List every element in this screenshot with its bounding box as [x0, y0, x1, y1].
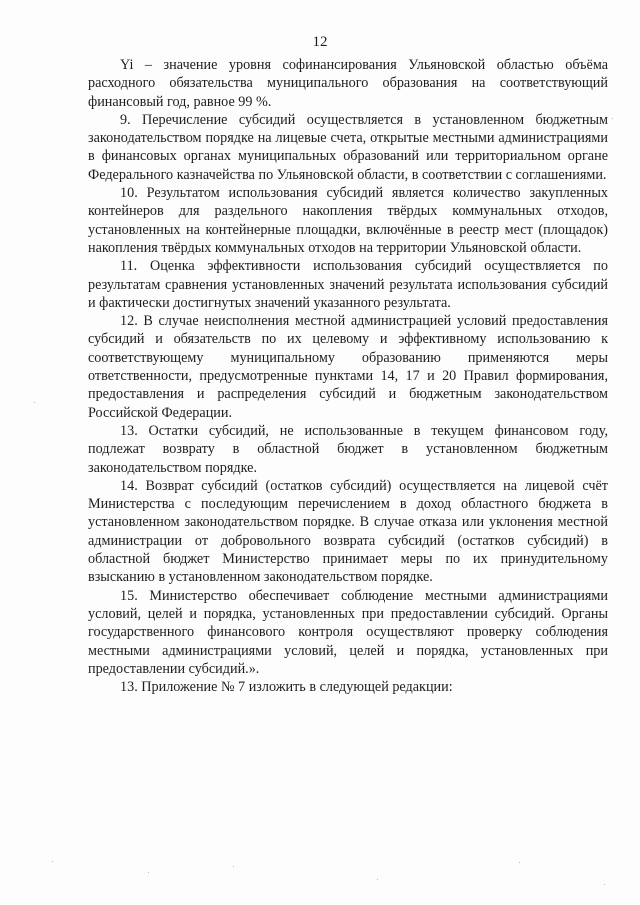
- scan-speck: [233, 866, 234, 867]
- paragraph-13: 13. Остатки субсидий, не использованные в текущем финансовом году, подлежат возврату в областной бюджет в установленном бюджетным законодательством порядке.: [88, 422, 608, 476]
- scan-speck: [34, 402, 35, 403]
- paragraph-11: 11. Оценка эффективности использования субсидий осуществляется по результатам сравнения установленных значений результата использования субсидий и фактически достигнутых значений указанного результата.: [88, 258, 608, 311]
- scan-speck: [612, 118, 613, 119]
- scan-speck: [377, 879, 378, 880]
- scan-speck: [519, 862, 520, 863]
- paragraph-12: 12. В случае неисполнения местной администрацией условий предоставления субсидий и обязательств по их целевому и эффективному использованию к соответствующему муниципальному образованию применяются меры ответственности, предусмотренные пунктами 14, 17 и 20 Правил формирования, предоставления и распределения субсидий и бюджетным законодательством Российской Федерации.: [88, 313, 608, 421]
- paragraph-10: 10. Результатом использования субсидий является количество закупленных контейнеров для раздельного накопления твёрдых коммунальных отходов, установленных на контейнерные площадки, включённые в реестр мест (площадок) накопления твёрдых коммунальных отходов на территории Ульяновской области.: [88, 185, 608, 256]
- scan-speck: [52, 861, 53, 862]
- document-body: [88, 56, 608, 696]
- page-number: 12: [312, 34, 328, 50]
- paragraph-yi-definition: Yi – значение уровня софинансирования Ульяновской областью объёма расходного обязательства муниципального образования на соответствующий финансовый год, равное 99 %.: [88, 57, 608, 110]
- paragraph-9: 9. Перечисление субсидий осуществляется в установленном бюджетным законодательством порядке на лицевые счета, открытые местными администрациями в финансовых органах муниципальных образований или территориальном органе Федерального казначейства по Ульяновской области, в соответствии с соглашениями.: [88, 111, 608, 183]
- paragraph-14: 14. Возврат субсидий (остатков субсидий) осуществляется на лицевой счёт Министерства с последующим перечислением в доход областного бюджета в установленном законодательством порядке. В случае отказа или уклонения местной администрации от добровольного возврата субсидий (остатков субсидий) в областной бюджет Министерство принимает меры по их принудительному взысканию в установленном законодательством порядке.: [88, 477, 608, 586]
- scan-speck: [604, 884, 605, 885]
- scan-speck: [148, 872, 149, 873]
- paragraph-15: 15. Министерство обеспечивает соблюдение местными администрациями условий, целей и порядка, установленных при предоставлении субсидий. Органы государственного финансового контроля осуществляют проверку соблюдения местными администрациями условий, целей и порядка, установленных при предоставлении субсидий.».: [88, 587, 608, 677]
- paragraph-amendment-13: 13. Приложение № 7 изложить в следующей редакции:: [120, 679, 453, 696]
